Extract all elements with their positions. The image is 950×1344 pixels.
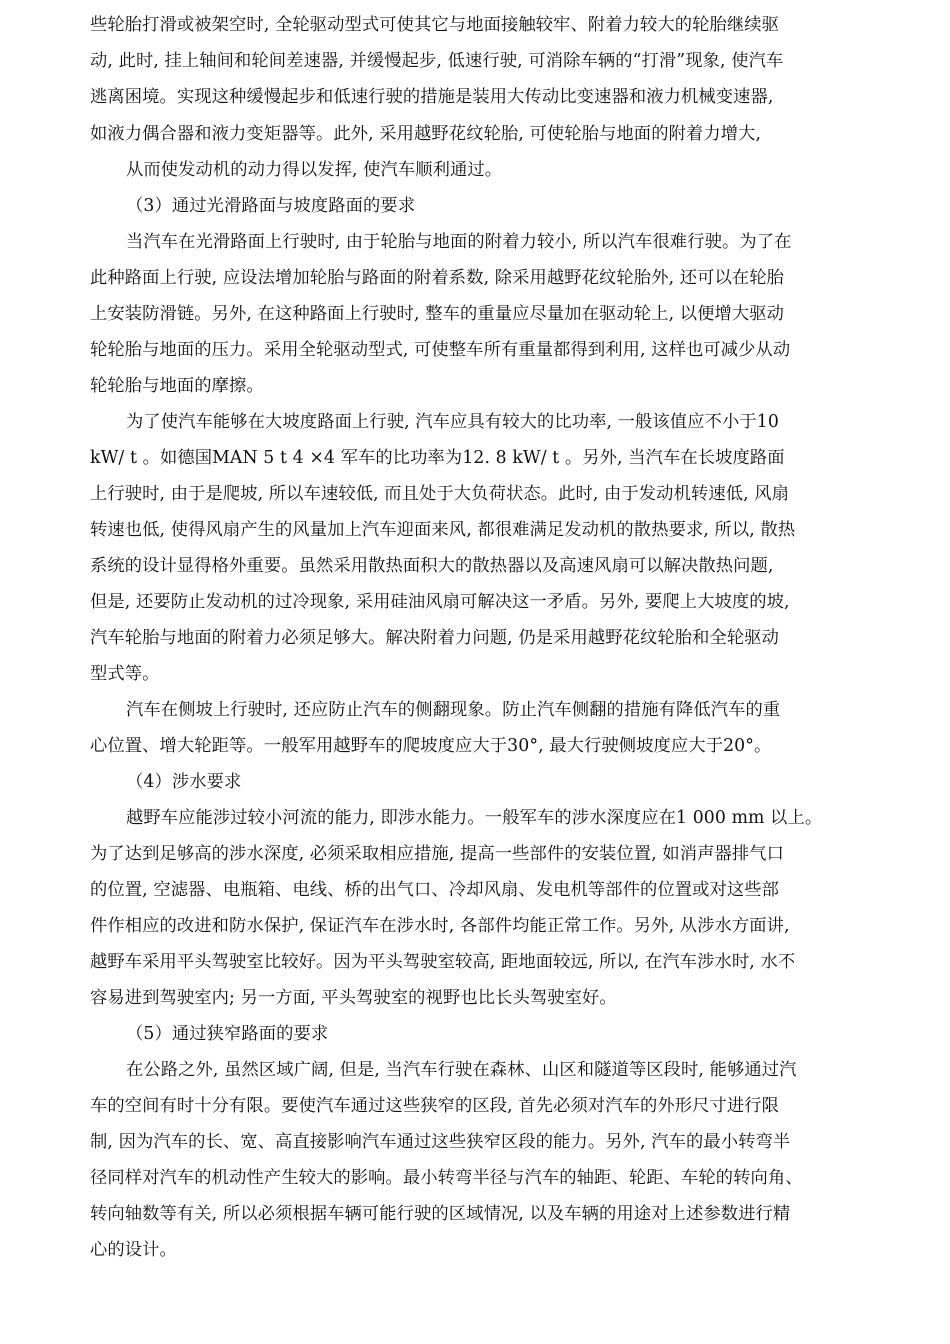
text-line: 在公路之外, 虽然区域广阔, 但是, 当汽车行驶在森林、山区和隧道等区段时, 能够通过汽 (126, 1060, 797, 1080)
section-heading: （5）通过狭窄路面的要求 (126, 1024, 329, 1044)
text-line: 当汽车在光滑路面上行驶时, 由于轮胎与地面的附着力较小, 所以汽车很难行驶。为了在 (126, 232, 792, 252)
text-line: 上行驶时, 由于是爬坡, 所以车速较低, 而且处于大负荷状态。此时, 由于发动机转速低, 风扇 (90, 484, 790, 504)
text-line: 越野车应能涉过较小河流的能力, 即涉水能力。一般军车的涉水深度应在1 000 mm 以上。 (126, 808, 823, 828)
section-heading: （4）涉水要求 (126, 772, 242, 792)
text-line: 越野车采用平头驾驶室比较好。因为平头驾驶室较高, 距地面较远, 所以, 在汽车涉水时, 水不 (90, 952, 796, 972)
text-line: 制, 因为汽车的长、宽、高直接影响汽车通过这些狭窄区段的能力。另外, 汽车的最小转弯半 (90, 1132, 791, 1152)
text-line: 上安装防滑链。另外, 在这种路面上行驶时, 整车的重量应尽量加在驱动轮上, 以便增大驱动 (90, 304, 785, 324)
text-line: 件作相应的改进和防水保护, 保证汽车在涉水时, 各部件均能正常工作。另外, 从涉水方面讲, (90, 916, 790, 936)
text-line: 车的空间有时十分有限。要使汽车通过这些狭窄的区段, 首先必须对汽车的外形尺寸进行限 (90, 1096, 780, 1116)
text-line: 轮轮胎与地面的压力。采用全轮驱动型式, 可使整车所有重量都得到利用, 这样也可减少从动 (90, 340, 791, 360)
text-line: 转速也低, 使得风扇产生的风量加上汽车迎面来风, 都很难满足发动机的散热要求, 所以, 散热 (90, 520, 796, 540)
text-line: 但是, 还要防止发动机的过冷现象, 采用硅油风扇可解决这一矛盾。另外, 要爬上大坡度的坡, (90, 592, 790, 612)
text-line: 些轮胎打滑或被架空时, 全轮驱动型式可使其它与地面接触较牢、附着力较大的轮胎继续驱 (90, 15, 780, 35)
text-line: 容易进到驾驶室内; 另一方面, 平头驾驶室的视野也比长头驾驶室好。 (90, 988, 617, 1008)
text-line: 型式等。 (90, 664, 160, 684)
text-line: kW/ t 。如德国MAN 5 t 4 ×4 军车的比功率为12. 8 kW/ t 。另外, 当汽车在长坡度路面 (90, 448, 785, 468)
text-line: 轮轮胎与地面的摩擦。 (90, 376, 264, 396)
text-line: 从而使发动机的动力得以发挥, 使汽车顺利通过。 (126, 160, 503, 180)
text-line: 系统的设计显得格外重要。虽然采用散热面积大的散热器以及高速风扇可以解决散热问题, (90, 556, 774, 576)
text-line: 此种路面上行驶, 应设法增加轮胎与路面的附着系数, 除采用越野花纹轮胎外, 还可以在轮胎 (90, 268, 785, 288)
text-line: 汽车轮胎与地面的附着力必须足够大。解决附着力问题, 仍是采用越野花纹轮胎和全轮驱动 (90, 628, 780, 648)
text-line: 为了达到足够高的涉水深度, 必须采取相应措施, 提高一些部件的安装位置, 如消声器排气口 (90, 844, 785, 864)
text-line: 的位置, 空滤器、电瓶箱、电线、桥的出气口、冷却风扇、发电机等部件的位置或对这些部 (90, 880, 780, 900)
text-line: 动, 此时, 挂上轴间和轮间差速器, 并缓慢起步, 低速行驶, 可消除车辆的“打滑”现象, 使汽车 (90, 51, 784, 71)
text-line: 逃离困境。实现这种缓慢起步和低速行驶的措施是装用大传动比变速器和液力机械变速器, (90, 87, 774, 107)
text-line: 为了使汽车能够在大坡度路面上行驶, 汽车应具有较大的比功率, 一般该值应不小于10 (126, 412, 779, 432)
text-line: 汽车在侧坡上行驶时, 还应防止汽车的侧翻现象。防止汽车侧翻的措施有降低汽车的重 (126, 700, 781, 720)
text-line: 径同样对汽车的机动性产生较大的影响。最小转弯半径与汽车的轴距、轮距、车轮的转向角、 (90, 1168, 803, 1188)
text-line: 转向轴数等有关, 所以必须根据车辆可能行驶的区域情况, 以及车辆的用途对上述参数进行精 (90, 1204, 791, 1224)
text-line: 心位置、增大轮距等。一般军用越野车的爬坡度应大于30°, 最大行驶侧坡度应大于20°。 (90, 736, 772, 756)
text-line: 如液力偶合器和液力变矩器等。此外, 采用越野花纹轮胎, 可使轮胎与地面的附着力增大, (90, 124, 762, 144)
text-line: 心的设计。 (90, 1240, 177, 1260)
section-heading: （3）通过光滑路面与坡度路面的要求 (126, 196, 416, 216)
